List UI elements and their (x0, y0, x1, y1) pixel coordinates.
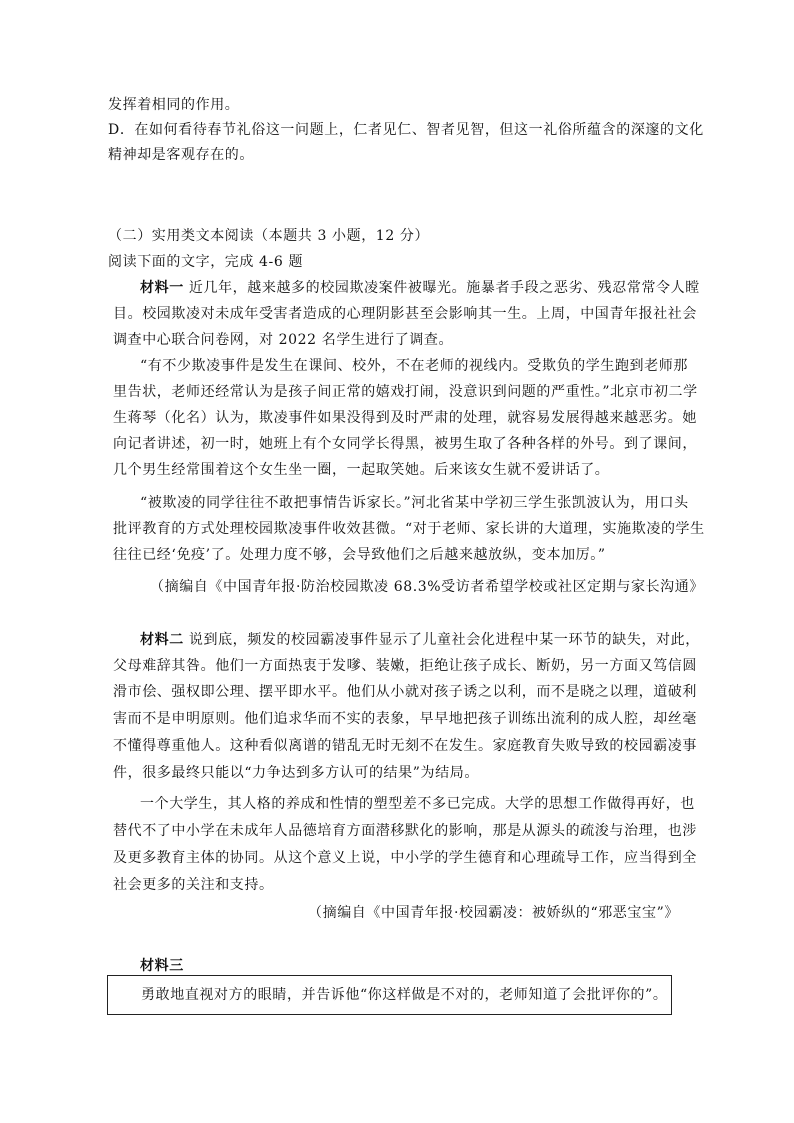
material1-line: “被欺凌的同学往往不敢把事情告诉家长。”河北省某中学初三学生张凯波认为，用口头 (140, 495, 689, 511)
material1-line: “有不少欺凌事件是发生在课间、校外，不在老师的视线内。受欺负的学生跑到老师那 (140, 358, 688, 374)
option-d-line1: D．在如何看待春节礼俗这一问题上，仁者见仁、智者见智，但这一礼俗所蕴含的深邃的文化 (108, 122, 704, 138)
section-heading: （二）实用类文本阅读（本题共 3 小题，12 分） (108, 228, 430, 244)
continuation-line: 发挥着相同的作用。 (108, 97, 240, 113)
material2-line: 替代不了中小学在未成年人品德培育方面潜移默化的影响，那是从源头的疏浚与治理，也涉 (113, 823, 697, 839)
material2-line: 害而不是申明原则。他们追求华而不实的表象，早早地把孩子训练出流利的成人腔，却丝毫 (113, 711, 697, 727)
material2-line: 父母难辞其咎。他们一方面热衷于发嗲、装嫩，拒绝让孩子成长、断奶，另一方面又笃信圆 (113, 658, 697, 674)
material2-line: 滑市侩、强权即公理、摆平即水平。他们从小就对孩子诱之以利，而不是晓之以理，道破利 (113, 684, 697, 700)
material2-label: 材料二 (140, 632, 184, 648)
material2-line1 (140, 631, 700, 649)
material2-line: 不懂得尊重他人。这种看似离谱的错乱无时无刻不在发生。家庭教育失败导致的校园霸凌事 (113, 738, 697, 754)
material1-line: 往往已经‘免疫’了。处理力度不够，会导致他们之后越来越放纵，变本加厉。” (113, 547, 606, 563)
material3-label: 材料三 (140, 958, 184, 974)
material1-line: 几个男生经常围着这个女生坐一圈，一起取笑她。后来该女生就不爱讲话了。 (113, 462, 610, 478)
material1-line: 调查中心联合问卷网，对 2022 名学生进行了调查。 (113, 332, 454, 348)
material1-line1 (140, 279, 700, 297)
material2-line: 及更多教育主体的协同。从这个意义上说，中小学的学生德育和心理疏导工作，应当得到全 (113, 850, 697, 866)
material2-line: 社会更多的关注和支持。 (113, 877, 274, 893)
material2-text: 说到底，频发的校园霸凌事件显示了儿童社会化进程中某一环节的缺失，对此， (183, 632, 700, 648)
material2-line: 件，很多最终只能以“力争达到多方认可的结果”为结局。 (113, 765, 479, 781)
material1-source: （摘编自《中国青年报·防治校园欺凌 68.3%受访者希望学校或社区定期与家长沟通》 (150, 579, 704, 595)
material1-line: 里告状，老师还经常认为是孩子间正常的嬉戏打闹，没意识到问题的严重性。”北京市初二学 (113, 384, 698, 400)
section-instruction: 阅读下面的文字，完成 4-6 题 (108, 254, 304, 270)
material2-source: （摘编自《中国青年报·校园霸凌：被娇纵的“邪恶宝宝”》 (308, 905, 679, 921)
material1-line: 目。校园欺凌对未成年受害者造成的心理阴影甚至会影响其一生。上周，中国青年报社社会 (113, 306, 697, 322)
material2-line: 一个大学生，其人格的养成和性情的塑型差不多已完成。大学的思想工作做得再好，也 (140, 796, 695, 812)
material3-box (107, 975, 672, 1015)
material1-line: 生蒋琴（化名）认为，欺凌事件如果没得到及时严肃的处理，就容易发展得越来越恶劣。她 (113, 410, 697, 426)
material1-line: 向记者讲述，初一时，她班上有个女同学长得黑，被男生取了各种各样的外号。到了课间， (113, 436, 697, 452)
material1-text: 近几年，越来越多的校园欺凌案件被曝光。施暴者手段之恶劣、残忍常常令人瞠 (183, 280, 700, 296)
material1-line: 批评教育的方式处理校园欺凌事件收效甚微。“对于老师、家长讲的大道理，实施欺凌的学生 (113, 521, 705, 537)
material1-label: 材料一 (140, 280, 184, 296)
material3-box-text: 勇敢地直视对方的眼睛，并告诉他“你这样做是不对的，老师知道了会批评你的”。 (141, 987, 668, 1003)
option-d-line2: 精神却是客观存在的。 (108, 147, 254, 163)
